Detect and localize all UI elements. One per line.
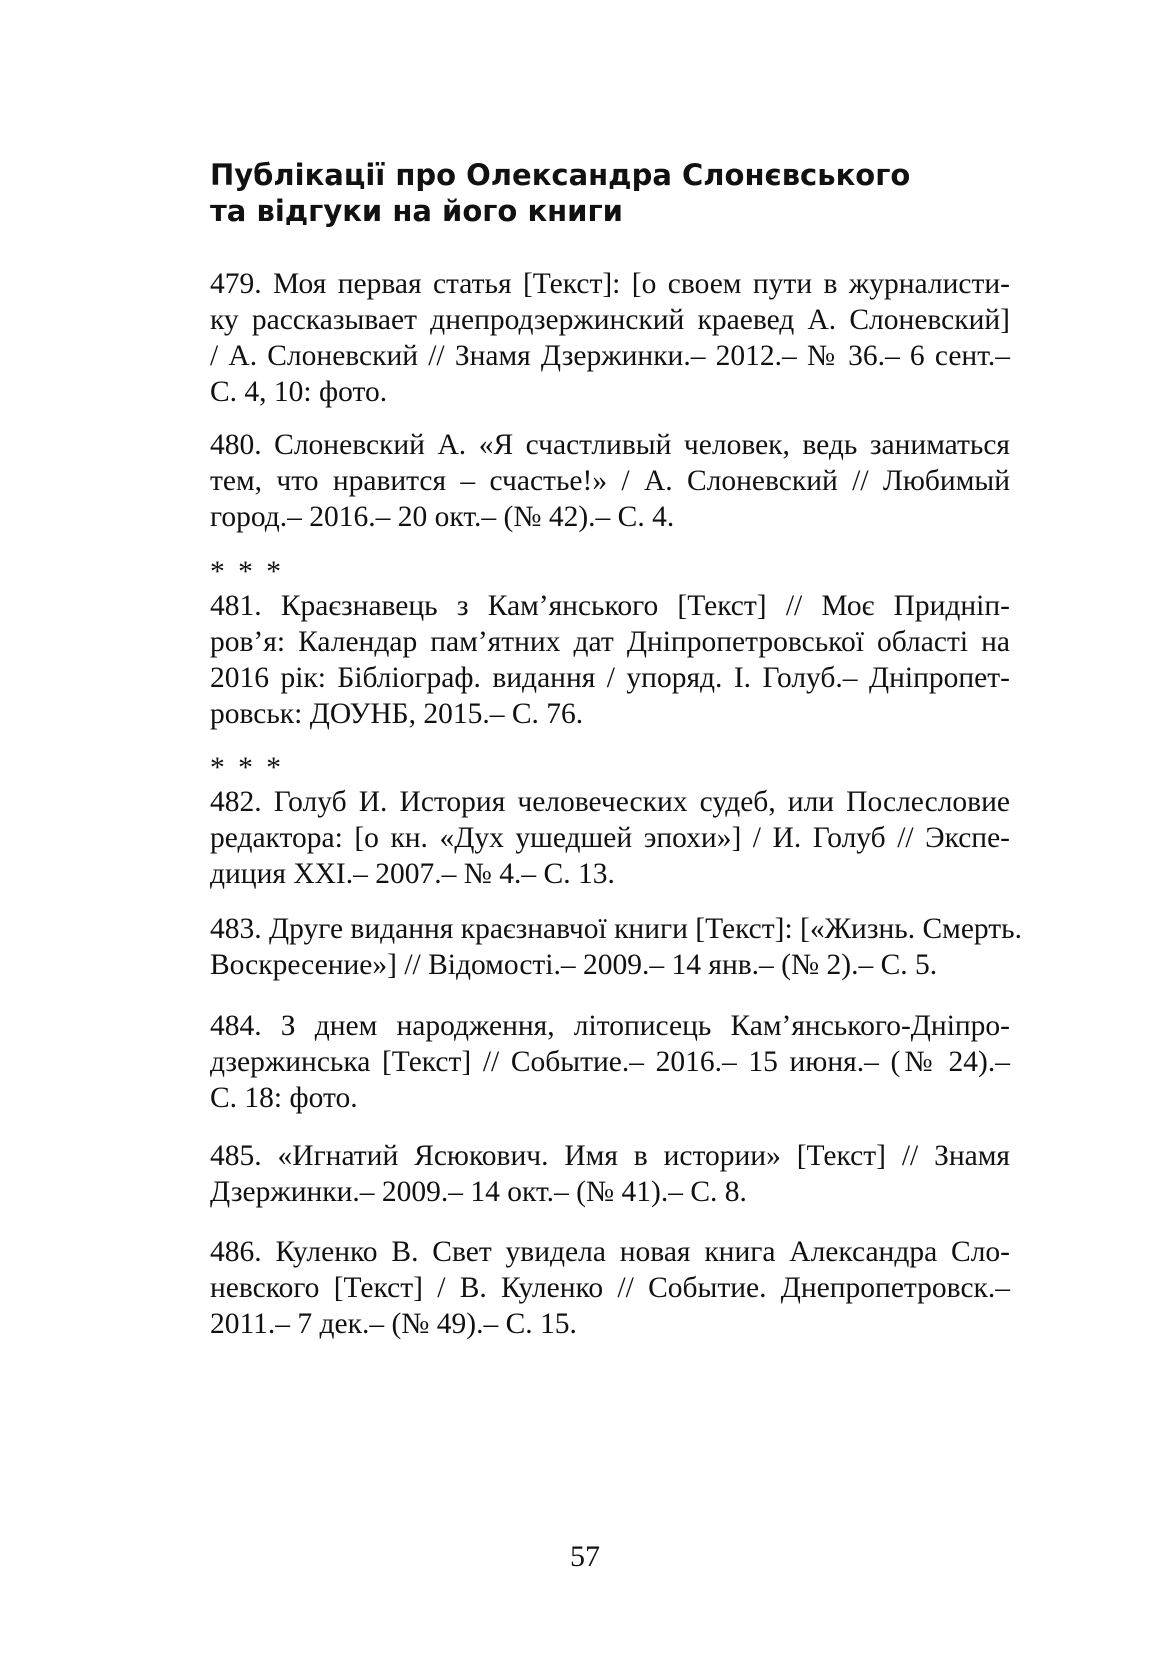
entry-480 [210, 427, 1010, 535]
entry-line: 2011.– 7 дек.– (№ 49).– С. 15. [210, 1308, 577, 1340]
entry-line: С. 18: фото. [210, 1082, 358, 1114]
entry-485 [210, 1138, 1010, 1210]
heading-line-2: та відгуки на його книги [210, 194, 623, 228]
entry-line: диция XXI.– 2007.– № 4.– С. 13. [210, 858, 615, 890]
entry-line: 2016 рік: Бібліограф. видання / упоряд. І. Голуб.– Дніпропет- [210, 662, 1010, 694]
separator-asterisks: * * * [210, 556, 284, 588]
entry-line: 480. Слоневский А. «Я счастливый человек, ведь заниматься [210, 429, 1010, 461]
page-number: 57 [570, 1540, 600, 1573]
entry-line: 483. Друге видання краєзнавчої книги [Текст]: [«Жизнь. Смерть. [210, 913, 1022, 945]
entry-line: 484. З днем народження, літописець Кам’янського-Дніпро- [210, 1010, 1010, 1042]
entry-481 [210, 588, 1010, 732]
entry-line: город.– 2016.– 20 окт.– (№ 42).– С. 4. [210, 501, 675, 533]
entry-line: невского [Текст] / В. Куленко // Событие. Днепропетровск.– [210, 1272, 1010, 1304]
entry-line: / А. Слоневский // Знамя Дзержинки.– 2012.– № 36.– 6 сент.– [210, 340, 1010, 372]
entry-484 [210, 1008, 1010, 1116]
entry-line: дзержинська [Текст] // Событие.– 2016.– 15 июня.– (№ 24).– [210, 1046, 1010, 1078]
heading-line-1: Публікації про Олександра Слонєвського [210, 158, 911, 192]
section-heading [210, 157, 1010, 229]
entry-line: редактора: [о кн. «Дух ушедшей эпохи»] / И. Голуб // Экспе- [210, 822, 1010, 854]
entry-479 [210, 266, 1010, 410]
entry-line: Дзержинки.– 2009.– 14 окт.– (№ 41).– С. 8. [210, 1176, 747, 1208]
entry-line: ку рассказывает днепродзержинский краевед А. Слоневский] [210, 304, 1010, 336]
entry-line: 486. Куленко В. Свет увидела новая книга Александра Сло- [210, 1236, 1010, 1268]
entry-line: 485. «Игнатий Ясюкович. Имя в истории» [Текст] // Знамя [210, 1140, 1010, 1172]
entry-line: тем, что нравится – счастье!» / А. Слоневский // Любимый [210, 465, 1010, 497]
entry-line: 482. Голуб И. История человеческих судеб, или Послесловие [210, 786, 1010, 818]
entry-483 [210, 911, 1022, 983]
entry-line: ровськ: ДОУНБ, 2015.– С. 76. [210, 698, 584, 730]
entry-line: Воскресение»] // Відомості.– 2009.– 14 янв.– (№ 2).– С. 5. [210, 949, 938, 981]
entry-line: 481. Краєзнавець з Кам’янського [Текст] // Моє Придніп- [210, 590, 1010, 622]
separator-asterisks: * * * [210, 752, 284, 784]
entry-482 [210, 784, 1010, 892]
entry-line: 479. Моя первая статья [Текст]: [о своем пути в журналисти- [210, 268, 1010, 300]
entry-line: ров’я: Календар пам’ятних дат Дніпропетровської області на [210, 626, 1010, 658]
entry-line: С. 4, 10: фото. [210, 376, 388, 408]
entry-486 [210, 1234, 1010, 1342]
